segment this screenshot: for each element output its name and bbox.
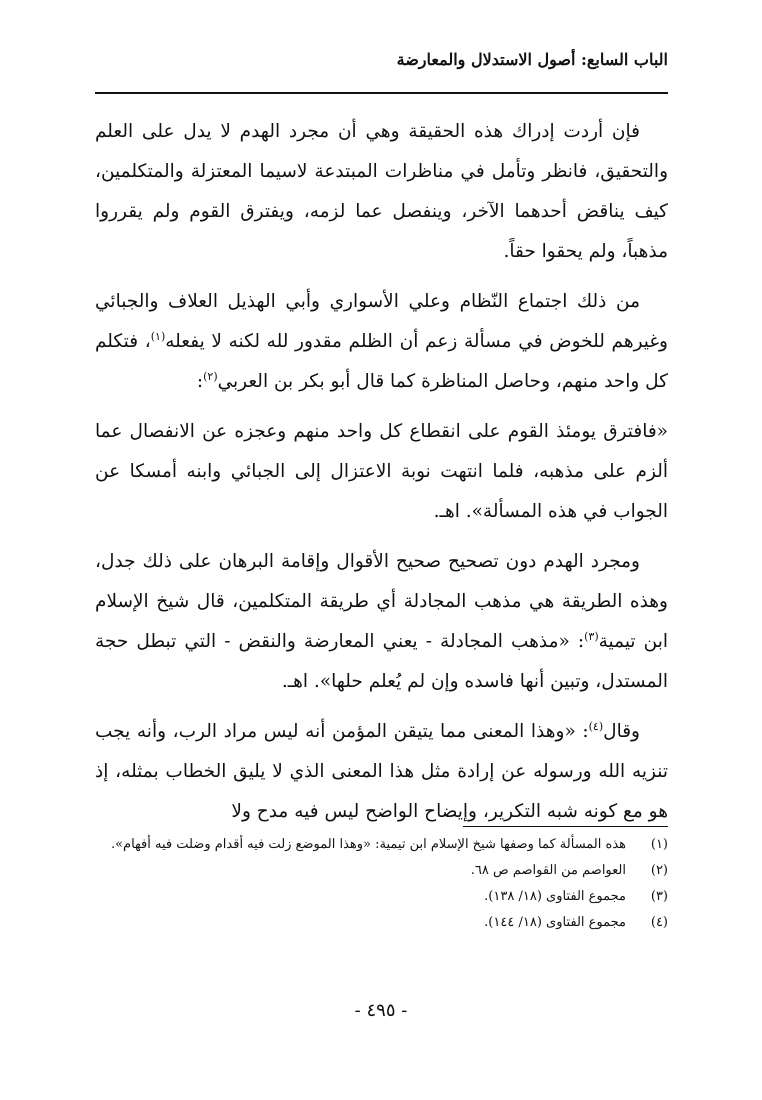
page-number: - ٤٩٥ - — [354, 1000, 408, 1021]
paragraph-2-part-b: ، فتكلم كل واحد منهم، وحاصل المناظرة كما قال أبو بكر بن العربي — [95, 331, 668, 392]
footnote-text: مجموع الفتاوى (١٨/ ١٤٤). — [484, 915, 626, 930]
footnote-ref-4[interactable]: (٤) — [588, 719, 604, 733]
running-header — [95, 50, 668, 80]
footnote-number: (٣) — [650, 889, 668, 904]
footnote-item — [95, 832, 668, 858]
footnote-text: هذه المسألة كما وصفها شيخ الإسلام ابن تيمية: «وهذا الموضع زلت فيه أقدام وضلت فيه أفهام». — [110, 837, 626, 852]
footnote-separator — [463, 826, 668, 827]
footnote-ref-1[interactable]: (١) — [150, 329, 166, 343]
footnote-item — [95, 858, 668, 884]
running-title: الباب السابع: أصول الاستدلال والمعارضة — [396, 50, 668, 69]
paragraph-5-part-a: وقال — [603, 721, 640, 742]
main-text — [95, 112, 668, 842]
paragraph-4-part-b: : «مذهب المجادلة - يعني المعارضة والنقض - التي تبطل حجة المستدل، وتبين أنها فاسده وإن لم يُعلم حلها». اهـ. — [95, 631, 668, 692]
footnote-text: مجموع الفتاوى (١٨/ ١٣٨). — [484, 889, 626, 904]
paragraph-2 — [95, 282, 668, 402]
footnote-item — [95, 910, 668, 936]
paragraph-4 — [95, 542, 668, 702]
footnote-text: العواصم من القواصم ص ٦٨. — [470, 863, 626, 878]
footnote-number: (٤) — [650, 915, 668, 930]
footnote-number: (١) — [650, 837, 668, 852]
paragraph-4-part-a: ومجرد الهدم دون تصحيح صحيح الأقوال وإقامة البرهان على ذلك جدل، وهذه الطريقة هي مذهب المجادلة أي طريقة المتكلمين، قال شيخ الإسلام ابن تيمية — [95, 551, 668, 652]
footnote-item — [95, 884, 668, 910]
footnote-number: (٢) — [650, 863, 668, 878]
paragraph-2-part-a: من ذلك اجتماع النّظام وعلي الأسواري وأبي الهذيل العلاف والجبائي وغيرهم للخوض في مسألة زعم أن الظلم مقدور لله لكنه لا يفعله — [95, 291, 668, 352]
paragraph-2-part-c: : — [196, 371, 204, 392]
paragraph-5 — [95, 712, 668, 832]
footnotes — [95, 832, 668, 936]
footnote-ref-2[interactable]: (٢) — [203, 369, 218, 383]
paragraph-3-quote: «فافترق يومئذ القوم على انقطاع كل واحد منهم وعجزه عن الانفصال عما ألزم على مذهبه، فلما انتهت نوبة الاعتزال إلى الجبائي وابنه أمسكا عن الجواب في هذه المسألة». اهـ. — [95, 421, 668, 522]
header-rule — [95, 92, 668, 94]
paragraph-5-part-b: : «وهذا المعنى مما يتيقن المؤمن أنه ليس مراد الرب، وأنه يجب تنزيه الله ورسوله عن إرادة مثل هذا المعنى الذي لا يليق الخطاب بمثله، إذ هو مع كونه شبه التكرير، وإيضاح الواضح ليس فيه مدح ولا — [95, 721, 668, 822]
paragraph-1: فإن أردت إدراك هذه الحقيقة وهي أن مجرد الهدم لا يدل على العلم والتحقيق، فانظر وتأمل في مناظرات المبتدعة لاسيما المعتزلة والمتكلمين، كيف يناقض أحدهما الآخر، وينفصل عما لزمه، ويفترق القوم ولم يقرروا مذهباً، ولم يحقوا حقاً. — [95, 121, 668, 262]
footnote-ref-3[interactable]: (٣) — [584, 629, 599, 643]
